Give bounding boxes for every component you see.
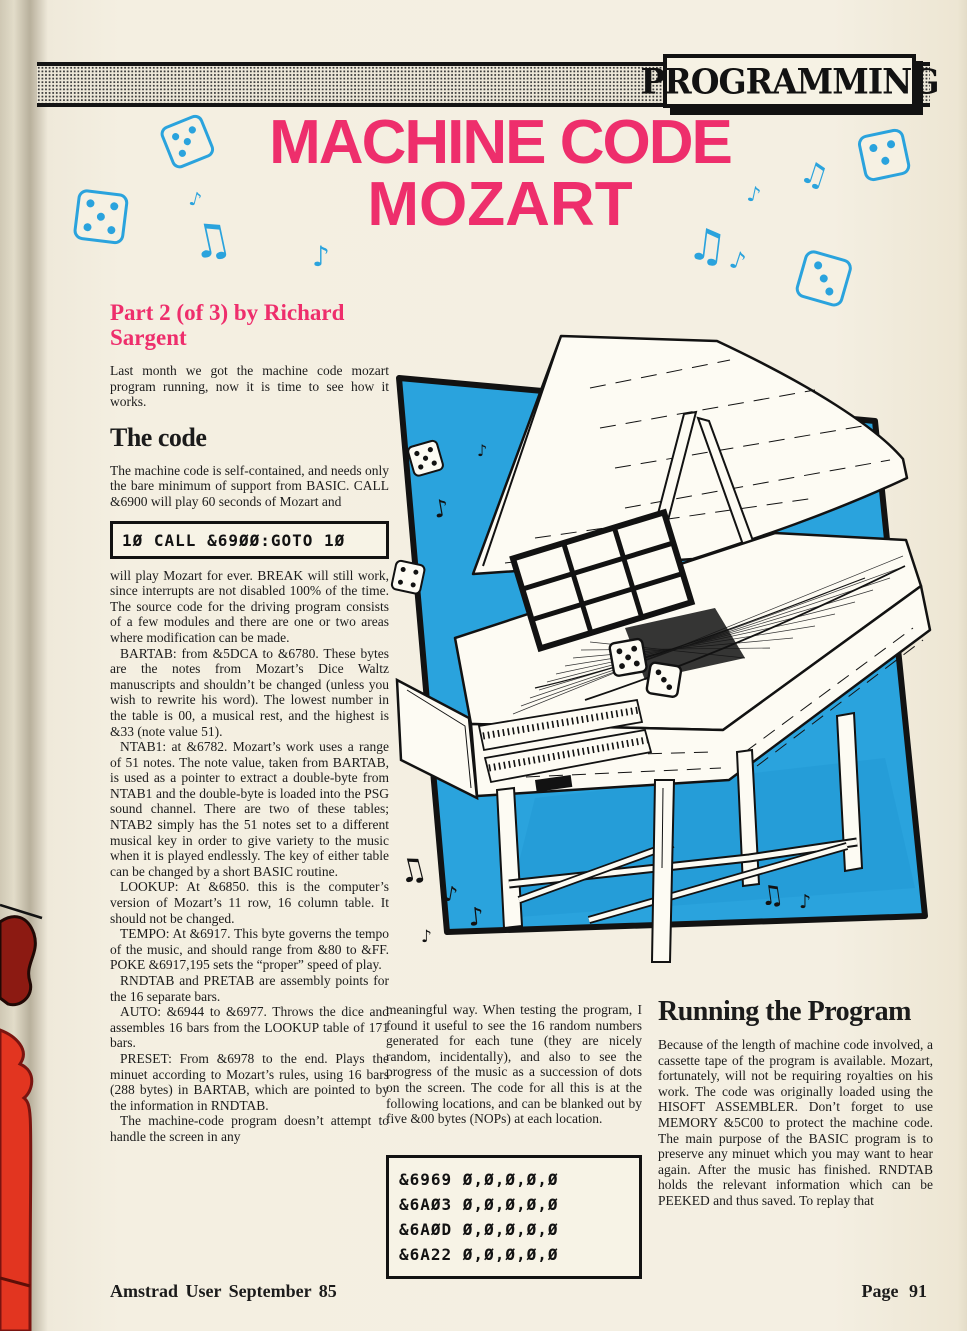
body-paragraph: RNDTAB and PRETAB are assembly points for the 16 separate bars. [110,973,389,1004]
body-paragraph: meaningful way. When testing the program, I found it useful to see the 16 random numbers generated for each tune (they are nicely random, incidentally), and also to see the progress of the music as a succession of dots on the screen. The code for all this is at the following locations, and can be blanked out by five &00 bytes (NOPs) at each location. [386,1002,642,1127]
die-icon [160,114,215,169]
music-note-icon: ♫ [795,153,834,197]
body-paragraph: will play Mozart for ever. BREAK will still work, since interrupts are not disabled 100% of the time. The source code for the driving program consists of a few modules and there are one or two areas where modification can be made. [110,567,389,645]
body-paragraph: LOOKUP: At &6850. this is the computer’s version of Mozart’s 11 row, 16 column table. It should not be changed. [110,879,389,926]
body-paragraph: TEMPO: At &6917. This byte governs the tempo of the music, and should range from &80 to &FF. POKE &6917,195 sets the “proper” speed of play. [110,926,389,973]
code-line: 1Ø CALL &69ØØ:GOTO 1Ø [122,530,346,550]
code-line: &6AØD Ø,Ø,Ø,Ø,Ø [399,1219,559,1239]
music-note-icon: ♪ [726,245,750,277]
page-title-line2: MOZART [367,170,633,239]
section-banner [640,54,939,108]
die-icon [646,662,681,697]
music-note-icon: ♪ [744,181,764,208]
footer-magazine-name: Amstrad User September 85 [110,1281,337,1301]
body-paragraph: The machine code is self-contained, and needs only the bare minimum of support from BASIC. CALL &6900 will play 60 seconds of Mozart and [110,462,389,509]
body-paragraph: Because of the length of machine code involved, a cassette tape of the program is available. Mozart, fortunately, will not be requiring royalties on his work. The code was originally loaded using the HISOFT ASSEMBLER. Don’t forget to use MEMORY &5C00 to protect the machine code. The main purpose of the BASIC program is to preserve any minuet which you may want to hear again. After the music has finished. RNDTAB holds the relevant information which can be PEEKED and thus saved. To replay that [658,1037,933,1208]
basic-code-listing [110,521,389,559]
footer-page-number: Page 91 [861,1281,927,1301]
code-line: &6AØ3 Ø,Ø,Ø,Ø,Ø [399,1194,559,1214]
music-note-icon: ♪ [442,881,460,908]
die-icon [74,190,127,243]
body-paragraph: The machine-code program doesn’t attempt to handle the screen in any [110,1113,389,1144]
music-note-icon: ♪ [186,187,204,212]
section-heading-running: Running the Program [658,996,911,1027]
body-paragraph: NTAB1: at &6782. Mozart’s work uses a range of 51 notes. The note value, taken from BARTAB, is used as a pointer to extract a double-byte from NTAB1 and the double-byte is loaded into the PSG sound channel. There are two of these tables; NTAB2 simply has the 51 notes set to a different musical key in order to give variety to the music when it is played endlessly. The key of either table can be changed by a short BASIC routine. [110,739,389,879]
die-icon [391,560,425,594]
music-note-icon: ♫ [393,847,431,892]
body-paragraph: AUTO: &6944 to &6977. Throws the dice and assembles 16 bars from the LOOKUP table of 171 bars. [110,1004,389,1051]
page-title-line1: MACHINE CODE [269,108,731,177]
music-note-icon: ♪ [431,493,452,524]
adjacent-page-edge [0,860,60,1331]
music-note-icon: ♪ [477,441,488,460]
music-note-icon: ♪ [421,927,432,947]
die-icon [795,250,852,307]
code-line: &6A22 Ø,Ø,Ø,Ø,Ø [399,1244,559,1264]
memory-locations-listing [386,1155,642,1279]
music-note-icon: ♫ [684,218,731,274]
body-paragraph: BARTAB: from &5DCA to &6780. These bytes are the notes from Mozart’s Dice Waltz manuscripts and shouldn’t be changed (unless you wish to rewrite his word). The lowest number in the table is 00, a musical rest, and the highest is &33 (note value 51). [110,645,389,739]
code-line: &6969 Ø,Ø,Ø,Ø,Ø [399,1169,559,1189]
body-paragraph: PRESET: From &6978 to the end. Plays the minuet according to Mozart’s rules, using 16 bars (288 bytes) in BARTAB, which are pointed to by the information in RNDTAB. [110,1050,389,1113]
die-icon [609,638,647,676]
middle-column [386,1002,642,1288]
intro-paragraph: Last month we got the machine code mozart program running, now it is time to see how it works. [110,363,389,410]
die-icon [858,129,910,181]
music-note-icon: ♫ [757,878,786,913]
left-column [110,300,389,1145]
harpsichord-illustration [385,328,940,983]
byline: Part 2 (of 3) by Richard Sargent [110,300,345,350]
section-banner-label: PROGRAMMING [640,60,939,102]
music-note-icon: ♪ [799,891,812,913]
section-heading-the-code: The code [110,422,207,452]
header-decorations [60,108,940,323]
music-note-icon: ♫ [185,209,237,271]
red-artwork-shape [0,917,35,1005]
music-note-icon: ♪ [466,901,486,932]
music-note-icon: ♪ [312,240,330,273]
right-column [658,998,933,1209]
